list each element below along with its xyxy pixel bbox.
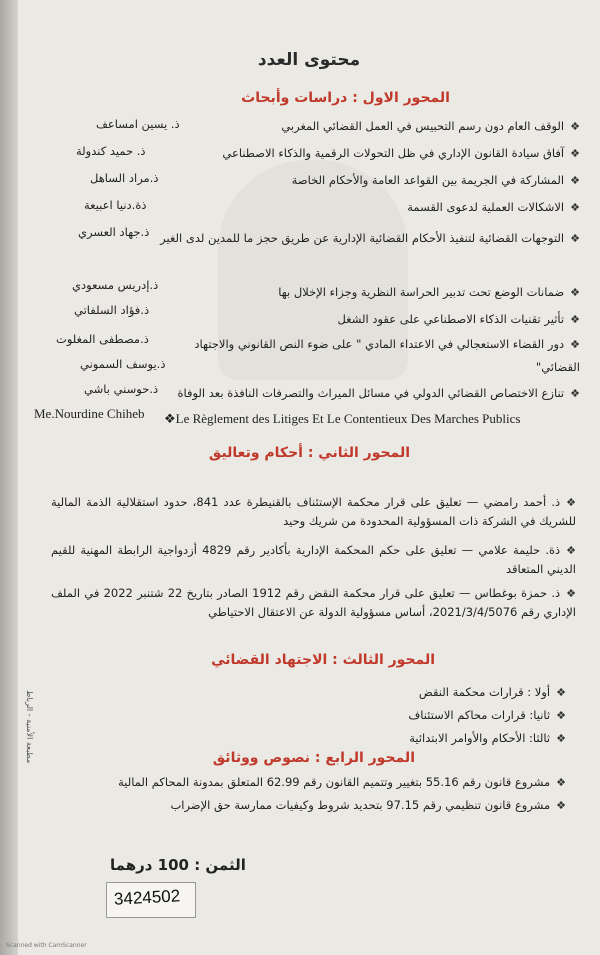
toc-item[interactable]: ❖المشاركة في الجريمة بين القواعد العامة والأحكام الخاصة bbox=[180, 171, 580, 190]
toc-author: ذ.فؤاد السلفاتي bbox=[74, 303, 150, 317]
toc-author: ذ.مراد الساهل bbox=[90, 171, 159, 185]
section-comments-heading: المحور الثاني : أحكام وتعاليق bbox=[208, 445, 410, 461]
section-jurisprudence-heading: المحور الثالث : الاجتهاد القضائي bbox=[211, 652, 435, 668]
bullet-icon: ❖ bbox=[556, 732, 566, 745]
toc-author: ذ.حوسني باشي bbox=[84, 382, 159, 396]
bullet-icon: ❖ bbox=[556, 776, 566, 789]
toc-author: ذ. حميد كندولة bbox=[76, 144, 146, 158]
toc-item[interactable]: ❖أولا : قرارات محكمة النقض bbox=[266, 683, 566, 702]
toc-item[interactable]: ❖تنازع الاختصاص القضائي الدولي في مسائل الميراث والتصرفات النافذة بعد الوفاة bbox=[160, 384, 580, 403]
toc-item[interactable]: ❖تأثير تقنيات الذكاء الاصطناعي على عقود الشغل bbox=[180, 310, 580, 329]
toc-author: ذ.يوسف السموني bbox=[80, 357, 166, 371]
toc-author-latin: Me.Nourdine Chiheb bbox=[34, 406, 145, 421]
toc-author: ذة.دنيا اعبيعة bbox=[84, 198, 147, 212]
toc-author: ذ.مصطفى المغلوت bbox=[56, 332, 149, 346]
bullet-icon: ❖ bbox=[556, 686, 566, 699]
bullet-icon: ❖ bbox=[566, 496, 577, 509]
toc-item[interactable]: ❖ذ. حمزة بوغطاس — تعليق على قرار محكمة النقض رقم 1912 الصادر بتاريخ 22 شتنبر 2022 في الملف الإداري رقم 2021/3/4/5076، أساس مسؤولية الدولة عن الاعتقال الاحتياطي bbox=[51, 586, 577, 619]
bullet-icon: ❖ bbox=[570, 286, 580, 299]
section-studies-heading: المحور الاول : دراسات وأبحاث bbox=[241, 90, 450, 106]
bullet-icon: ❖ bbox=[570, 232, 580, 245]
bullet-icon: ❖ bbox=[164, 411, 176, 426]
bullet-icon: ❖ bbox=[570, 174, 580, 187]
toc-item[interactable]: ❖ذة. حليمة علامي — تعليق على حكم المحكمة الإدارية بأكادير رقم 4829 أزدواجية الرابطة المهنية للقيم الديني المتعاقد bbox=[51, 543, 577, 576]
stamp-number: 3424502 bbox=[113, 886, 181, 909]
page-title: محتوى العدد bbox=[257, 50, 361, 70]
price-label: الثمن : 100 درهما bbox=[110, 856, 246, 874]
printer-note: مطبعة الأمنية - الرباط bbox=[25, 690, 34, 764]
bullet-icon: ❖ bbox=[556, 709, 566, 722]
bullet-icon: ❖ bbox=[570, 387, 580, 400]
toc-item[interactable]: ❖الوقف العام دون رسم التحبيس في العمل القضائي المغربي bbox=[180, 117, 580, 136]
book-spine-shadow bbox=[0, 0, 18, 955]
toc-item[interactable]: ❖ذ. أحمد رامضي — تعليق على قرار محكمة الإستئناف بالقنيطرة عدد 841، حدود استقلالية الذمة المالية للشريك في الشركة ذات المسؤولية المحدودة من شريك وحيد bbox=[51, 495, 577, 528]
toc-item[interactable]: ❖التوجهات القضائية لتنفيذ الأحكام القضائية الإدارية عن طريق حجز ما للمدين لدى الغير bbox=[160, 224, 580, 253]
toc-item[interactable]: ❖الاشكالات العملية لدعوى القسمة bbox=[180, 198, 580, 217]
toc-item[interactable]: ❖ثانيا: قرارات محاكم الاستئناف bbox=[266, 706, 566, 725]
toc-item[interactable]: ❖ثالثا: الأحكام والأوامر الابتدائية bbox=[266, 729, 566, 748]
bullet-icon: ❖ bbox=[566, 544, 577, 557]
toc-author: ذ.إدريس مسعودي bbox=[72, 278, 159, 292]
toc-author: ذ.جهاد العسري bbox=[78, 225, 150, 239]
toc-item[interactable]: ❖آفاق سيادة القانون الإداري في ظل التحولات الرقمية والذكاء الاصطناعي bbox=[180, 144, 580, 163]
bullet-icon: ❖ bbox=[566, 587, 577, 600]
toc-item[interactable]: ❖ضمانات الوضع تحت تدبير الحراسة النظرية وجزاء الإخلال بها bbox=[180, 283, 580, 302]
toc-author: ذ. يسين امساعف bbox=[96, 117, 180, 131]
bullet-icon: ❖ bbox=[556, 799, 566, 812]
bullet-icon: ❖ bbox=[570, 120, 580, 133]
toc-item[interactable]: ❖مشروع قانون رقم 55.16 بتغيير وتتميم القانون رقم 62.99 المتعلق بمدونة المحاكم المالية bbox=[106, 773, 566, 792]
bullet-icon: ❖ bbox=[570, 201, 580, 214]
section-texts-heading: المحور الرابع : نصوص ووثائق bbox=[212, 750, 415, 766]
bullet-icon: ❖ bbox=[570, 338, 580, 351]
document-page bbox=[18, 0, 600, 955]
toc-item-latin[interactable]: ❖Le Règlement des Litiges Et Le Contentieux Des Marches Publics bbox=[164, 411, 521, 426]
bullet-icon: ❖ bbox=[570, 147, 580, 160]
toc-item[interactable]: ❖دور القضاء الاستعجالي في الاعتداء المادي " على ضوء النص القانوني والاجتهاد القضائي" bbox=[160, 333, 580, 378]
bullet-icon: ❖ bbox=[570, 313, 580, 326]
scanner-footer: Scanned with CamScanner bbox=[6, 942, 87, 949]
toc-item[interactable]: ❖مشروع قانون تنظيمي رقم 97.15 بتحديد شروط وكيفيات ممارسة حق الإضراب bbox=[106, 796, 566, 815]
